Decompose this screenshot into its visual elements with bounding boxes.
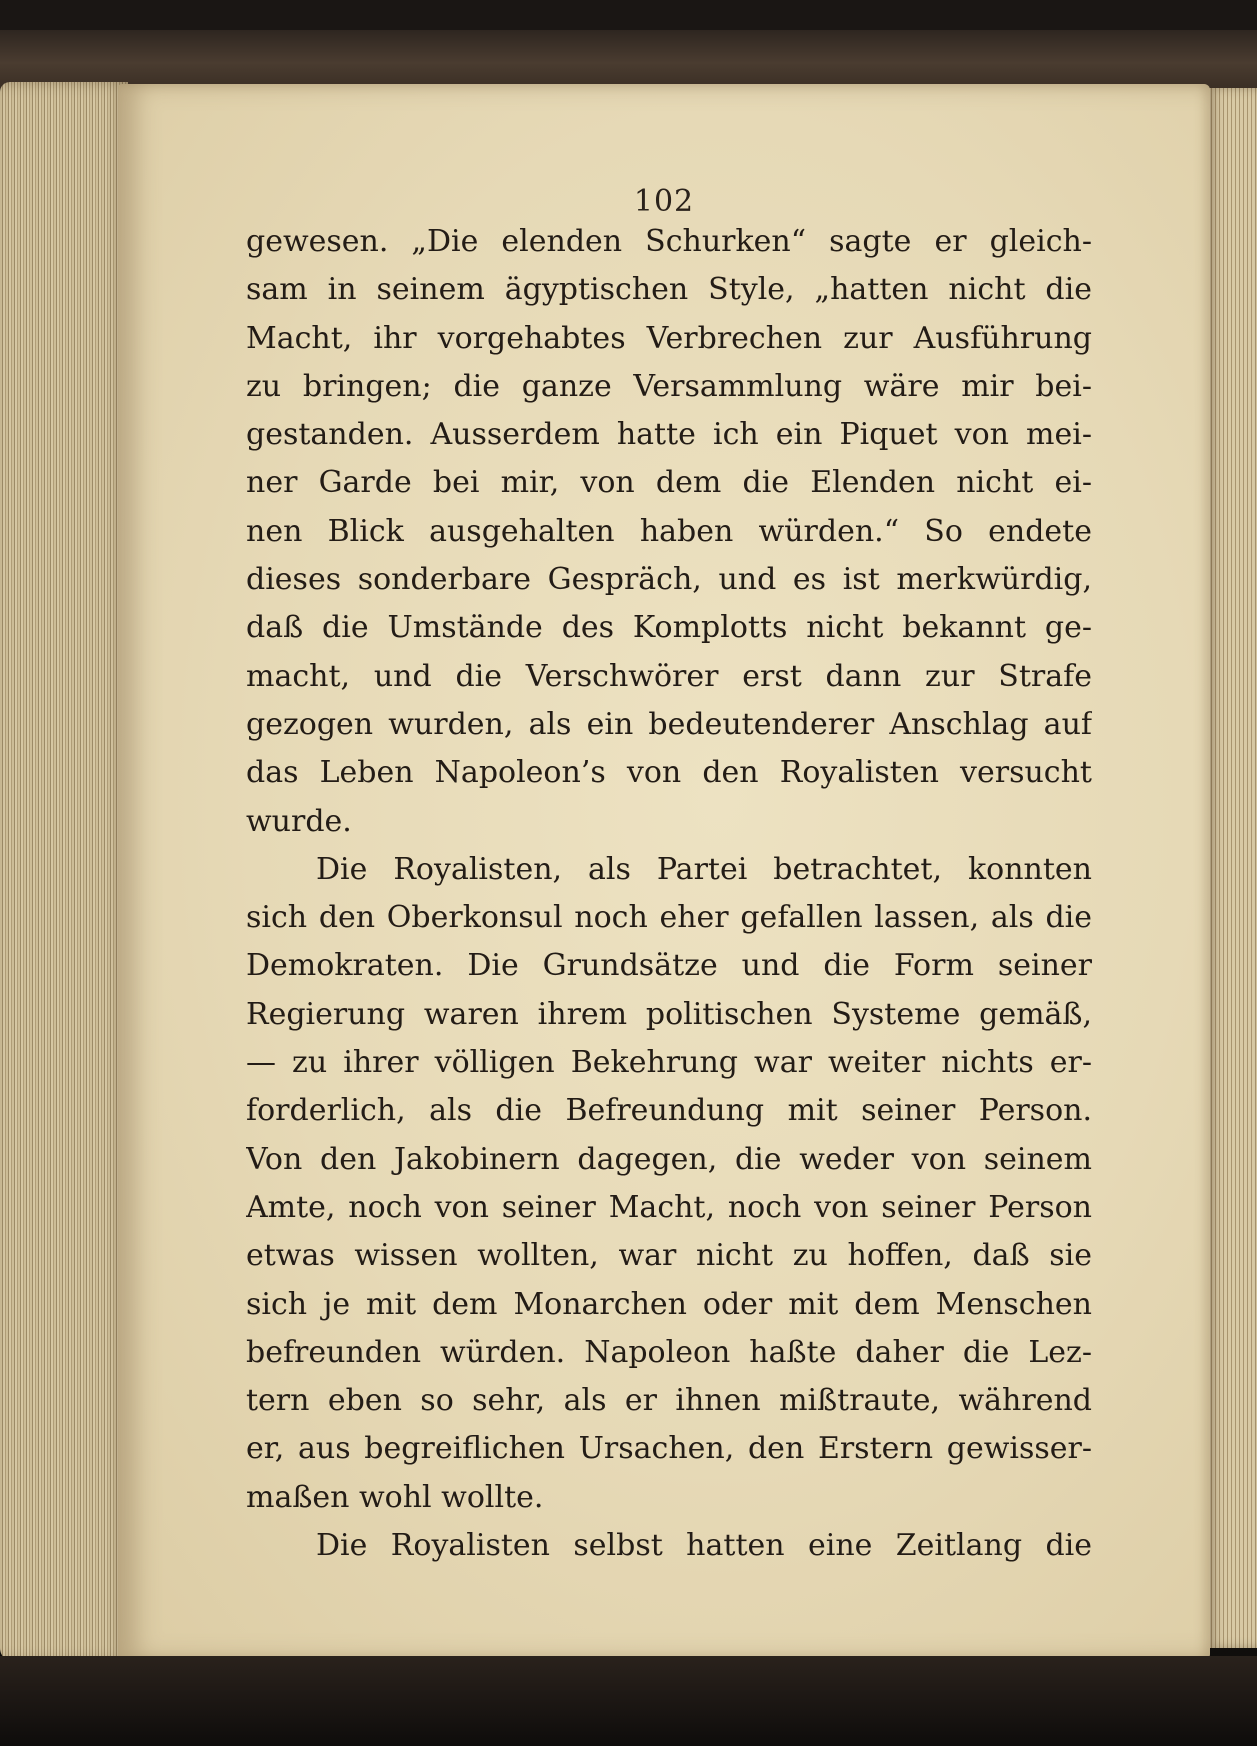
page-number: 102 xyxy=(633,184,695,219)
book-page xyxy=(118,84,1210,1660)
body-text xyxy=(246,218,1092,1570)
text-line: Regierung waren ihrem politischen Systeme gemäß, xyxy=(246,996,1092,1032)
text-line: befreunden würden. Napoleon haßte daher die Lez- xyxy=(246,1334,1092,1370)
text-line: sich je mit dem Monarchen oder mit dem Menschen xyxy=(246,1286,1092,1322)
text-line: etwas wissen wollten, war nicht zu hoffen, daß sie xyxy=(246,1238,1092,1274)
text-line: daß die Umstände des Komplotts nicht bekannt ge- xyxy=(246,610,1092,646)
text-line: dieses sonderbare Gespräch, und es ist merkwürdig, xyxy=(246,562,1092,598)
text-line: gewesen. „Die elenden Schurken“ sagte er gleich- xyxy=(246,224,1092,259)
right-page-stack xyxy=(1208,88,1257,1648)
text-line: Demokraten. Die Grundsätze und die Form seiner xyxy=(246,948,1092,984)
text-line: — zu ihrer völligen Bekehrung war weiter nichts er- xyxy=(246,1045,1092,1081)
text-line: das Leben Napoleon’s von den Royalisten versucht xyxy=(246,755,1092,791)
text-line: gezogen wurden, als ein bedeutenderer Anschlag auf xyxy=(246,706,1092,742)
text-line: Amte, noch von seiner Macht, noch von seiner Person xyxy=(246,1189,1092,1225)
text-line: tern eben so sehr, als er ihnen mißtraute, während xyxy=(246,1383,1092,1419)
text-line: Die Royalisten, als Partei betrachtet, konnten xyxy=(316,851,1092,887)
text-line: forderlich, als die Befreundung mit seiner Person. xyxy=(246,1093,1092,1129)
text-line: ner Garde bei mir, von dem die Elenden nicht ei- xyxy=(246,465,1092,501)
text-line: Von den Jakobinern dagegen, die weder von seinem xyxy=(246,1141,1092,1177)
text-line: macht, und die Verschwörer erst dann zur Strafe xyxy=(246,658,1092,694)
text-line: Die Royalisten selbst hatten eine Zeitlang die xyxy=(316,1528,1092,1564)
text-line: gestanden. Ausserdem hatte ich ein Piquet von mei- xyxy=(246,417,1092,453)
text-line: zu bringen; die ganze Versammlung wäre mir bei- xyxy=(246,368,1092,404)
text-line: sam in seinem ägyptischen Style, „hatten nicht die xyxy=(246,272,1092,308)
left-page-stack xyxy=(0,82,128,1662)
text-line: er, aus begreiflichen Ursachen, den Erstern gewisser- xyxy=(246,1431,1092,1467)
text-line: maßen wohl wollte. xyxy=(246,1479,544,1515)
text-line: nen Blick ausgehalten haben würden.“ So endete xyxy=(246,513,1092,549)
table-shadow xyxy=(0,1656,1257,1746)
book-cover-edge xyxy=(0,30,1257,90)
text-line: sich den Oberkonsul noch eher gefallen lassen, als die xyxy=(246,900,1092,936)
text-line: Macht, ihr vorgehabtes Verbrechen zur Ausführung xyxy=(246,320,1092,356)
text-line: wurde. xyxy=(246,803,352,839)
